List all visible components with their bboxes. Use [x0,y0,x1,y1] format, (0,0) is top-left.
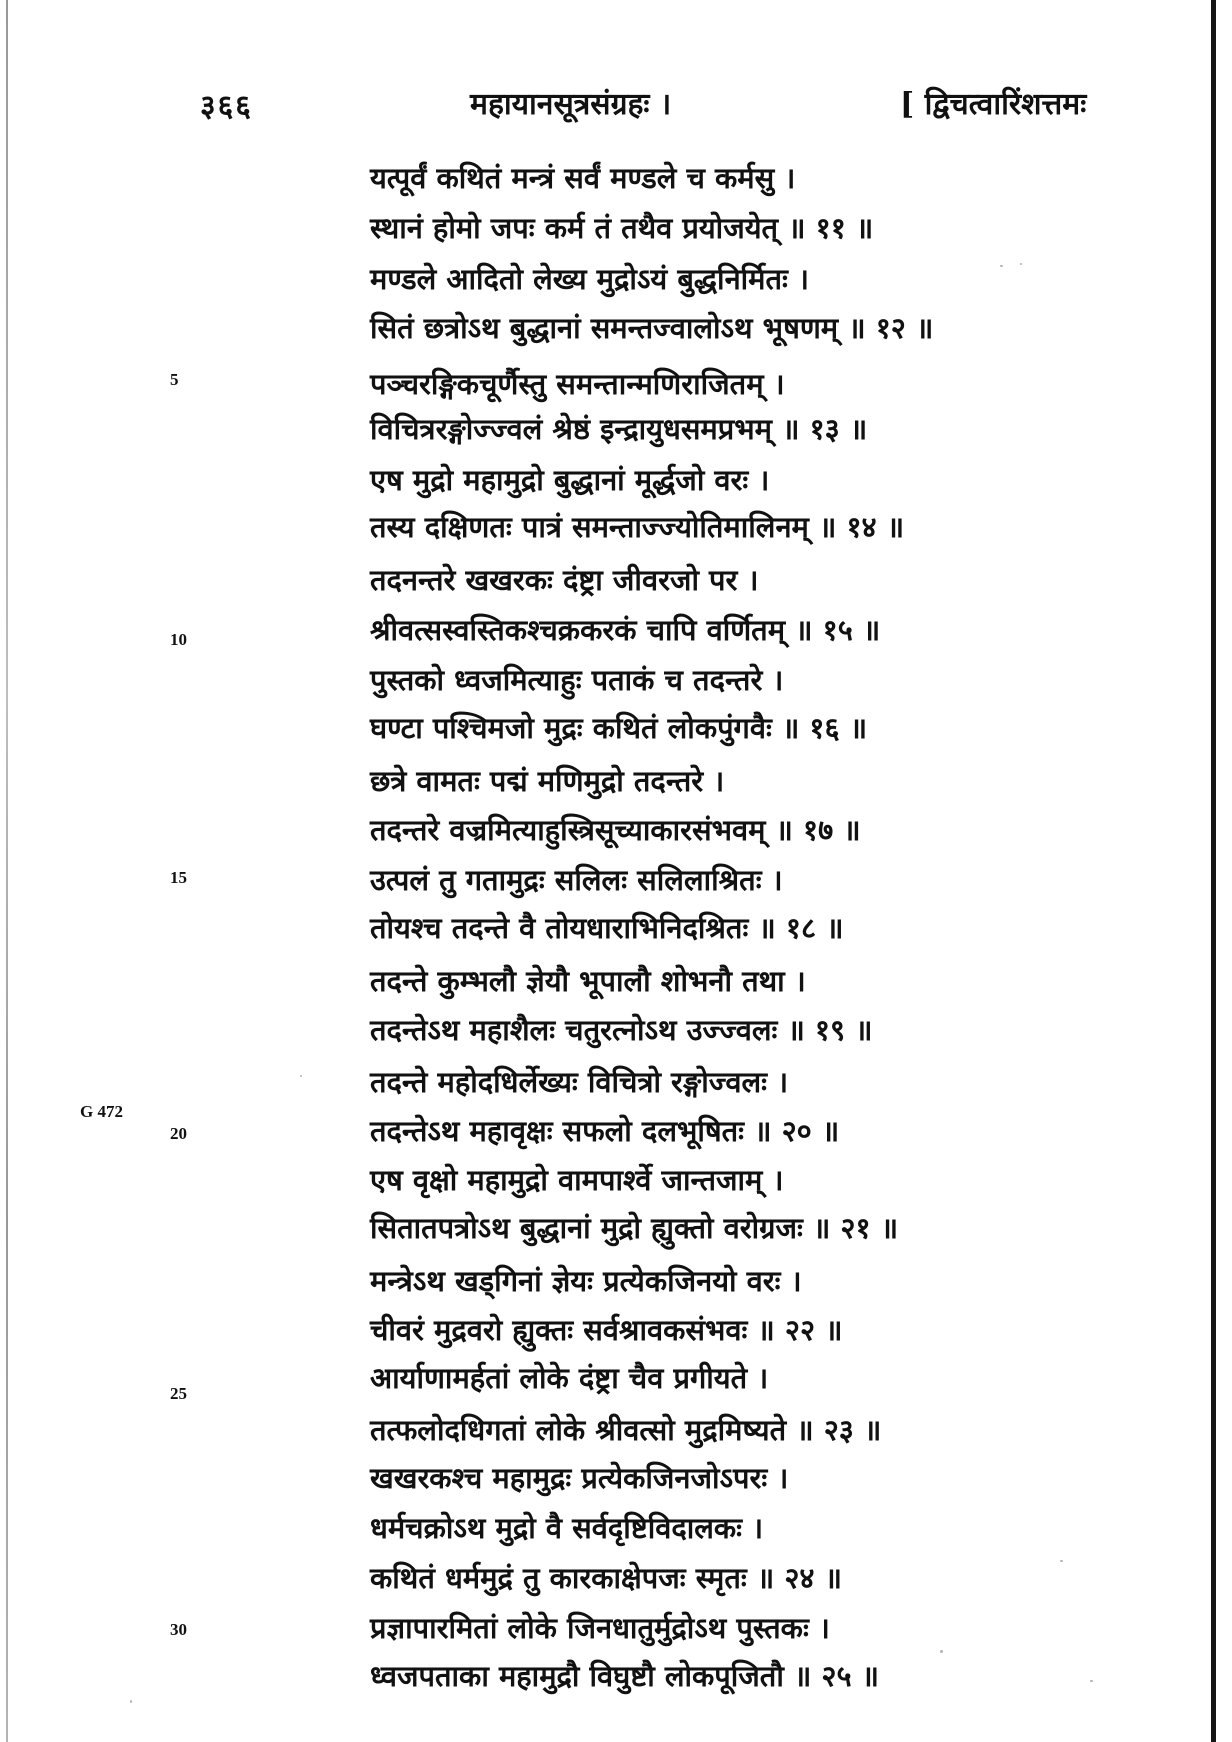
verse-line: मन्त्रेऽथ खड्गिनां ज्ञेयः प्रत्येकजिनयो वरः । [370,1264,802,1298]
verse-line: तदन्तेऽथ महाशैलः चतुरत्नोऽथ उज्ज्वलः ॥ १९ ॥ [370,1013,873,1047]
verse-line: मण्डले आदितो लेख्य मुद्रोऽयं बुद्धनिर्मितः । [370,262,809,296]
verse-line: स्थानं होमो जपः कर्म तं तथैव प्रयोजयेत् ॥ ११ ॥ [370,211,874,245]
verse-line: पञ्चरङ्गिकचूर्णैस्तु समन्तान्मणिराजितम् । [370,367,785,401]
scan-speck [300,1075,302,1077]
scan-speck [1020,263,1022,265]
running-title: महायानसूत्रसंग्रहः । [470,87,672,122]
verse-line: पुस्तको ध्वजमित्याहुः पताकं च तदन्तरे । [370,663,784,697]
verse-line: घण्टा पश्चिमजो मुद्रः कथितं लोकपुंगवैः ॥ १६ ॥ [370,711,868,745]
scan-speck [130,1700,132,1703]
verse-line: तदनन्तरे खखरकः दंष्ट्रा जीवरजो पर । [370,563,759,597]
verse-line: आर्याणामर्हतां लोके दंष्ट्रा चैव प्रगीयते । [370,1361,769,1395]
verse-line: प्रज्ञापारमितां लोके जिनधातुर्मुद्रोऽथ पुस्तकः । [370,1611,830,1645]
scan-speck [1090,1680,1093,1682]
scan-speck [1060,1560,1063,1562]
scan-speck [940,1650,943,1653]
verse-line: कथितं धर्ममुद्रं तु कारकाक्षेपजः स्मृतः ॥ २४ ॥ [370,1561,842,1595]
verse-line: धर्मचक्रोऽथ मुद्रो वै सर्वदृष्टिविदालकः । [370,1511,764,1545]
line-number: 20 [170,1124,187,1143]
verse-line: खखरकश्च महामुद्रः प्रत्येकजिनजोऽपरः । [370,1461,789,1495]
verse-line: उत्पलं तु गतामुद्रः सलिलः सलिलाश्रितः । [370,863,783,897]
verse-line: सितातपत्रोऽथ बुद्धानां मुद्रो ह्युक्तो वरोग्रजः ॥ २१ ॥ [370,1211,899,1245]
line-number: 30 [170,1620,187,1639]
verse-line: एष मुद्रो महामुद्रो बुद्धानां मूर्द्धजो वरः । [370,463,770,497]
chapter-heading: [ द्विचत्वारिंशत्तमः [900,87,1087,122]
page-left-edge [6,0,8,1742]
line-number: 10 [170,630,187,649]
verse-line: सितं छत्रोऽथ बुद्धानां समन्तज्वालोऽथ भूषणम् ॥ १२ ॥ [370,311,934,345]
verse-line: तोयश्च तदन्ते वै तोयधाराभिनिदश्रितः ॥ १८ ॥ [370,911,844,945]
line-number: 15 [170,868,187,887]
verse-line: छत्रे वामतः पद्मं मणिमुद्रो तदन्तरे । [370,764,725,798]
line-number: 25 [170,1384,187,1403]
verse-line: चीवरं मुद्रवरो ह्युक्तः सर्वश्रावकसंभवः ॥ २२ ॥ [370,1313,843,1347]
verse-line: एष वृक्षो महामुद्रो वामपार्श्वे जान्तजाम् । [370,1163,784,1197]
verse-line: तदन्ते महोदधिर्लेख्यः विचित्रो रङ्गोज्वलः । [370,1065,789,1099]
verse-line: ध्वजपताका महामुद्रौ विघुष्टौ लोकपूजितौ ॥ २५ ॥ [370,1659,880,1693]
verse-line: तदन्तेऽथ महावृक्षः सफलो दलभूषितः ॥ २० ॥ [370,1114,840,1148]
verse-line: तदन्ते कुम्भलौ ज्ञेयौ भूपालौ शोभनौ तथा । [370,964,806,998]
verse-line: तत्फलोदधिगतां लोके श्रीवत्सो मुद्रमिष्यते ॥ २३ ॥ [370,1413,882,1447]
verse-line: विचित्ररङ्गोज्ज्वलं श्रेष्ठं इन्द्रायुधसमप्रभम् ॥ १३ ॥ [370,412,868,446]
page-gutter-edge [1211,0,1216,1742]
scan-speck [1000,265,1003,267]
margin-reference: G 472 [80,1102,123,1121]
verse-line: तस्य दक्षिणतः पात्रं समन्ताज्ज्योतिमालिनम् ॥ १४ ॥ [370,510,905,544]
line-number: 5 [170,370,179,389]
verse-line: श्रीवत्सस्वस्तिकश्चक्रकरकं चापि वर्णितम् ॥ १५ ॥ [370,613,881,647]
verse-line: यत्पूर्वं कथितं मन्त्रं सर्वं मण्डले च कर्मसु । [370,161,796,195]
page-number: ३६६ [200,89,253,124]
verse-line: तदन्तरे वज्रमित्याहुस्त्रिसूच्याकारसंभवम् ॥ १७ ॥ [370,813,861,847]
